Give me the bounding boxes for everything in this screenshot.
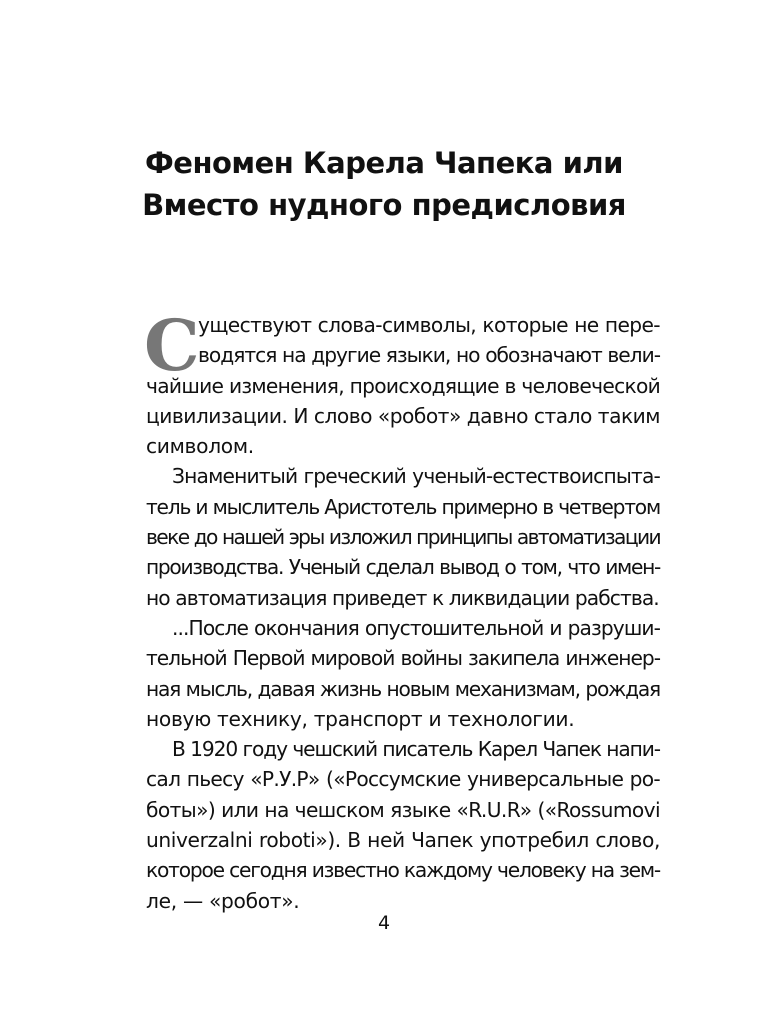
paragraph-3-line-3: ная мысль, давая жизнь новым механизмам, рождая (146, 676, 660, 701)
paragraph-1-line-5: символом. (146, 434, 254, 459)
page-number: 4 (377, 912, 391, 934)
paragraph-3-line-4: новую технику, транспорт и технологии. (146, 706, 575, 731)
chapter-title-line-2: Вместо нудного предисловия (142, 188, 626, 222)
paragraph-4-line-1: В 1920 году чешский писатель Карел Чапек напи- (172, 737, 660, 762)
paragraph-4-line-3: боты») или на чешском языке «R.U.R» («Rossumovi (146, 797, 660, 822)
paragraph-2-line-3: веке до нашей эры изложил принципы автоматизации (146, 525, 660, 550)
paragraph-2-line-1: Знаменитый греческий ученый-естествоиспыта- (172, 464, 660, 489)
chapter-title (0, 142, 768, 226)
paragraph-1-line-1: уществуют слова-символы, которые не пере- (198, 313, 660, 337)
paragraph-1-line-4: цивилизации. И слово «робот» давно стало таким (146, 403, 660, 428)
paragraph-4-line-6: ле, — «робот». (146, 888, 300, 913)
paragraph-3-line-2: тельной Первой мировой войны закипела инженер- (146, 646, 660, 671)
body-text (144, 304, 661, 916)
paragraph-2-line-4: производства. Ученый сделал вывод о том, что имен- (146, 555, 660, 580)
paragraph-2-line-5: но автоматизация приведет к ликвидации рабства. (146, 585, 659, 610)
paragraph-3-line-1: ...После окончания опустошительной и разруши- (172, 615, 660, 640)
paragraph-4-line-2: сал пьесу «Р.У.Р» («Россумские универсальные ро- (146, 767, 660, 792)
paragraph-4-line-4: univerzalni roboti»). В ней Чапек употребил слово, (146, 828, 660, 853)
paragraph-2-line-2: тель и мыслитель Аристотель примерно в четвертом (146, 494, 660, 519)
paragraph-1-line-3: чайшие изменения, происходящие в человеческой (146, 373, 661, 398)
paragraph-1-line-2: водятся на другие языки, но обозначают вели- (198, 343, 660, 368)
paragraph-4-line-5: которое сегодня известно каждому человеку на зем- (146, 858, 660, 883)
chapter-title-line-1: Феномен Карела Чапека или (145, 146, 623, 180)
drop-cap: С (144, 304, 200, 387)
